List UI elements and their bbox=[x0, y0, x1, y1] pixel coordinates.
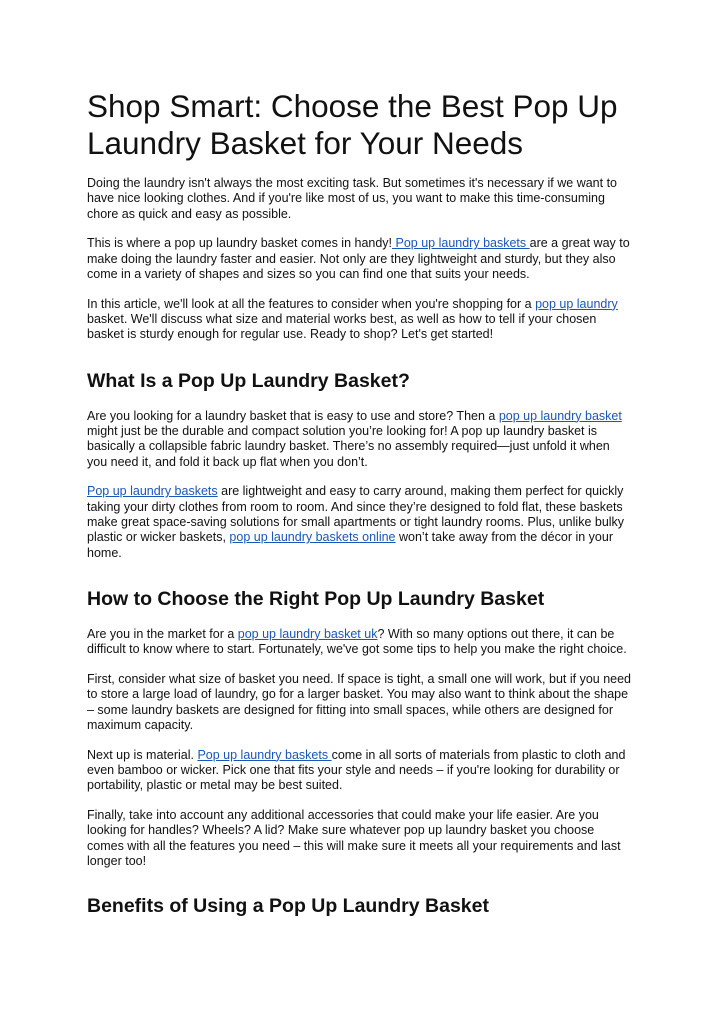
what-paragraph-2: Pop up laundry baskets are lightweight and easy to carry around, making them perfect for quickly taking your dirty clothes from room to room. And since they’re designed to fold flat, these baskets make great space-saving solutions for small apartments or tight laundry rooms. Plus, unlike bulky plastic or wicker baskets, pop up laundry baskets online won’t take away from the décor in your home. bbox=[87, 484, 625, 560]
choose-paragraph-4: Finally, take into account any additional accessories that could make your life easier. Are you looking for handles? Wheels? A lid? Make sure whatever pop up laundry basket you choose comes with all the features you need – this will make sure it meets all your requirements and last longer too! bbox=[87, 808, 621, 868]
intro-paragraph-2: This is where a pop up laundry basket comes in handy! Pop up laundry baskets are a great way to make doing the laundry faster and easier. Not only are they lightweight and sturdy, but they also come in a variety of shapes and sizes so you can find one that suits your needs. bbox=[87, 236, 630, 281]
pop-up-laundry-baskets-link-3[interactable]: Pop up laundry baskets bbox=[197, 747, 332, 762]
pop-up-laundry-baskets-online-link[interactable]: pop up laundry baskets online bbox=[229, 530, 396, 545]
intro-paragraph-3: In this article, we'll look at all the features to consider when you're shopping for a pop up laundry basket. We'll discuss what size and material works best, as well as how to tell if your chosen basket is sturdy enough for regular use. Ready to shop? Let's get started! bbox=[87, 296, 618, 342]
page-title: Shop Smart: Choose the Best Pop Up Laundry Basket for Your Needs bbox=[87, 88, 618, 161]
pop-up-laundry-basket-link[interactable]: pop up laundry basket bbox=[498, 408, 622, 423]
pop-up-laundry-baskets-link-2[interactable]: Pop up laundry baskets bbox=[87, 484, 218, 499]
choose-paragraph-2: First, consider what size of basket you need. If space is tight, a small one will work, but if you need to store a large load of laundry, go for a larger basket. You may also want to think about the shape – some laundry baskets are designed for fitting into small spaces, while others are designed for maximum capacity. bbox=[87, 671, 632, 732]
intro-paragraph-1: Doing the laundry isn't always the most exciting task. But sometimes it's necessary if we want to have nice looking clothes. And if you're like most of us, you want to make this time-consuming chore as quick and easy as possible. bbox=[87, 176, 617, 221]
pop-up-laundry-baskets-link[interactable]: Pop up laundry baskets bbox=[392, 236, 530, 251]
heading-benefits: Benefits of Using a Pop Up Laundry Basket bbox=[87, 895, 489, 918]
choose-paragraph-1: Are you in the market for a pop up laundry basket uk? With so many options out there, it can be difficult to know where to start. Fortunately, we've got some tips to help you make the right choice. bbox=[87, 626, 627, 657]
heading-how-to-choose: How to Choose the Right Pop Up Laundry Basket bbox=[87, 587, 545, 610]
pop-up-laundry-link[interactable]: pop up laundry bbox=[535, 296, 618, 311]
document-page bbox=[87, 88, 633, 934]
heading-what-is: What Is a Pop Up Laundry Basket? bbox=[87, 369, 410, 392]
pop-up-laundry-basket-uk-link[interactable]: pop up laundry basket uk bbox=[237, 626, 378, 641]
what-paragraph-1: Are you looking for a laundry basket that is easy to use and store? Then a pop up laundry basket might just be the durable and compact solution you’re looking for! A pop up laundry basket is basically a collapsible fabric laundry basket. There’s no assembly required—just unfold it when you need it, and fold it back up flat when you don’t. bbox=[87, 408, 622, 469]
choose-paragraph-3: Next up is material. Pop up laundry baskets come in all sorts of materials from plastic to cloth and even bamboo or wicker. Pick one that fits your style and needs – if you're looking for durability or portability, plastic or metal may be best suited. bbox=[87, 747, 626, 793]
